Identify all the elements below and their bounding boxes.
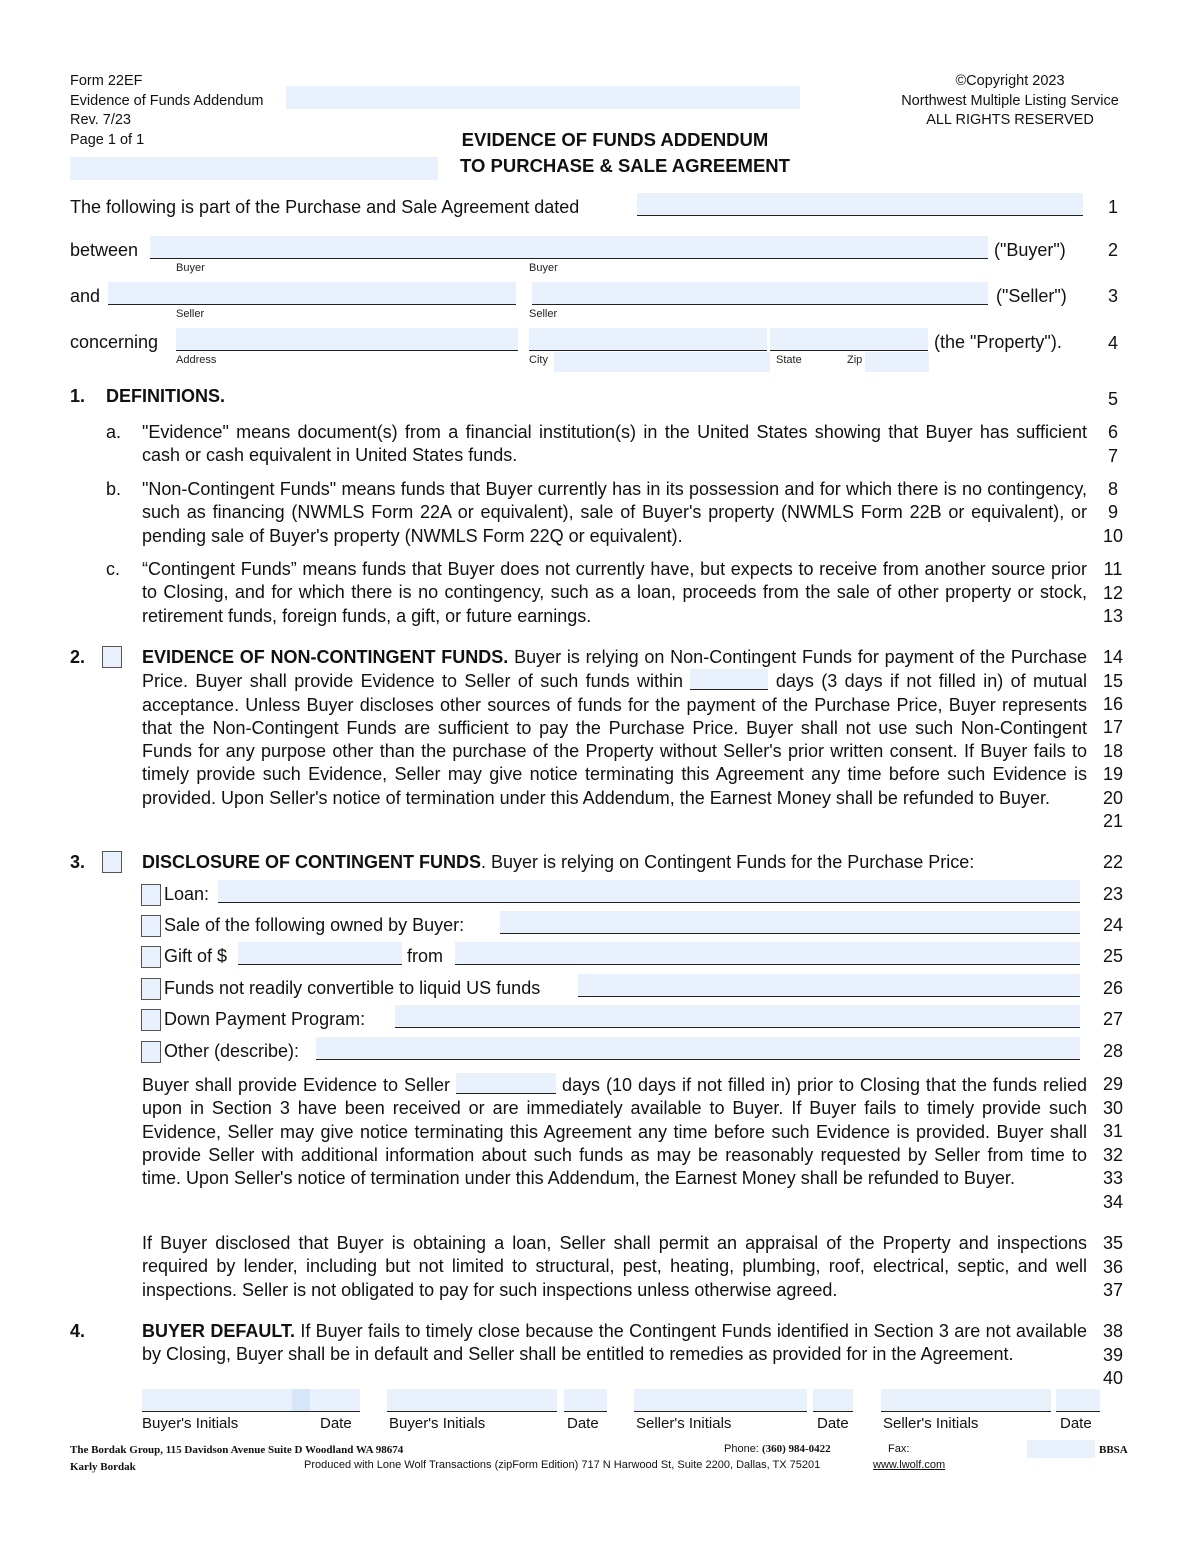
line-number: 25 (1102, 946, 1124, 966)
rights: ALL RIGHTS RESERVED (926, 112, 1094, 128)
page-title: EVIDENCE OF FUNDS ADDENDUM (461, 129, 769, 150)
page-number: Page 1 of 1 (70, 132, 145, 148)
section-4-text (142, 1320, 1087, 1367)
loan-field[interactable] (218, 880, 1080, 903)
buyer-date-field-2[interactable] (564, 1389, 607, 1412)
section-3-number: 3. (70, 852, 86, 872)
line-number: 16 (1102, 694, 1124, 714)
buyer-initials-extra-1[interactable] (292, 1389, 310, 1412)
agreement-dated-label: The following is part of the Purchase and Sale Agreement dated (70, 197, 580, 217)
buyer-date-caption-2: Date (567, 1415, 599, 1432)
seller-caption-1: Seller (176, 308, 205, 320)
property-suffix: (the "Property"). (934, 332, 1062, 352)
buyer-initials-field-1[interactable] (142, 1389, 292, 1412)
concerning-label: concerning (70, 332, 159, 352)
footer-link[interactable]: www.lwolf.com (873, 1459, 946, 1471)
dpp-checkbox[interactable] (141, 1009, 161, 1031)
phone-label: Phone: (724, 1443, 759, 1455)
buyer-name-field[interactable] (150, 236, 988, 259)
zip-field[interactable] (865, 352, 929, 372)
line-number: 28 (1102, 1041, 1124, 1061)
seller-name-field-1[interactable] (108, 282, 516, 305)
seller-suffix: ("Seller") (996, 286, 1067, 306)
line-number: 31 (1102, 1121, 1124, 1141)
other-label: Other (describe): (164, 1041, 300, 1061)
line-number: 15 (1102, 671, 1124, 691)
line-number: 32 (1102, 1145, 1124, 1165)
zip-caption: Zip (847, 354, 863, 366)
line-number: 14 (1102, 647, 1124, 667)
between-label: between (70, 240, 139, 260)
seller-initials-caption-2: Seller's Initials (883, 1415, 979, 1432)
line-number: 7 (1107, 446, 1118, 466)
and-label: and (70, 286, 101, 306)
line-number: 35 (1102, 1233, 1124, 1253)
state-caption: State (776, 354, 802, 366)
line-number: 9 (1107, 502, 1118, 522)
funds-label: Funds not readily convertible to liquid US funds (164, 978, 541, 998)
buyer-initials-field-2[interactable] (387, 1389, 557, 1412)
buyer-initials-caption-2: Buyer's Initials (389, 1415, 486, 1432)
line-number: 29 (1102, 1074, 1124, 1094)
line-number: 12 (1102, 583, 1124, 603)
line-number: 5 (1107, 389, 1118, 409)
seller-initials-caption-1: Seller's Initials (636, 1415, 732, 1432)
section-4-body: If Buyer fails to timely close because the Contingent Funds identified in Section 3 are not available by Closing, Buyer shall be in default and Seller shall be entitled to remedies as provided for in the Agreement. (142, 1321, 1087, 1365)
line-number: 13 (1102, 606, 1124, 626)
def-a-text: "Evidence" means document(s) from a financial institution(s) in the United States showing that Buyer has sufficient cash or cash equivalent in United States funds. (142, 422, 1087, 466)
other-checkbox[interactable] (141, 1041, 161, 1063)
line-number: 26 (1102, 978, 1124, 998)
line-number: 24 (1102, 915, 1124, 935)
seller-date-caption-1: Date (817, 1415, 849, 1432)
form-number: Form 22EF (70, 73, 143, 89)
funds-checkbox[interactable] (141, 978, 161, 1000)
line-number: 3 (1107, 286, 1118, 306)
loan-label: Loan: (164, 884, 210, 904)
line-number: 11 (1103, 559, 1123, 579)
line-number: 6 (1107, 422, 1118, 442)
footer-code: BBSA (1099, 1444, 1128, 1456)
section-2-text-b: days (3 days if not filled in) of mutual acceptance. Unless Buyer discloses other sources of funds for the payment of the Purchase Price, Buyer represents that the Non-Contingent Funds are sufficient to pay the Purchase Price. Buyer shall not use such Non-Contingent Funds for any purpose other than the purchase of the Property without Seller's prior written consent. If Buyer fails to timely provide such Evidence, Seller may give notice terminating this Agreement any time before such Evidence is provided. Upon Seller's notice of termination under this Addendum, the Earnest Money shall be refunded to Buyer. (142, 671, 1087, 808)
org-name: Northwest Multiple Listing Service (901, 93, 1119, 109)
seller-initials-field-2[interactable] (881, 1389, 1051, 1412)
seller-name-field-2[interactable] (532, 282, 988, 305)
gift-from-label: from (407, 946, 443, 966)
non-contingent-days-field[interactable] (690, 669, 768, 690)
section-2-number: 2. (70, 647, 86, 667)
gift-from-field[interactable] (455, 942, 1080, 965)
buyer-date-field-1[interactable] (310, 1389, 360, 1412)
sale-field[interactable] (500, 911, 1080, 934)
line-number: 27 (1102, 1009, 1124, 1029)
footer-phone (724, 1443, 831, 1455)
line-number: 8 (1107, 479, 1118, 499)
copyright: ©Copyright 2023 (955, 73, 1065, 89)
footer-company: The Bordak Group, 115 Davidson Avenue Suite D Woodland WA 98674 (70, 1444, 404, 1456)
section-3-p1-b: days (10 days if not filled in) prior to Closing that the funds relied upon in Section 3 have been received or are immediately available to Buyer. If Buyer fails to timely provide such Evidence, Seller may give notice terminating this Agreement any time before such Evidence is provided. Buyer shall provide Seller with additional information about such funds as may be reasonably requested by Seller from time to time. Upon Seller's notice of termination under this Addendum, the Earnest Money shall be refunded to Buyer. (142, 1075, 1087, 1189)
contingent-days-field[interactable] (456, 1073, 556, 1094)
line-number: 19 (1102, 764, 1124, 784)
sale-label: Sale of the following owned by Buyer: (164, 915, 465, 935)
form-revision: Rev. 7/23 (70, 112, 131, 128)
section-3-evidence-text (142, 1073, 1087, 1190)
seller-date-caption-2: Date (1060, 1415, 1092, 1432)
def-b-text: "Non-Contingent Funds" means funds that Buyer currently has in its possession and for which there is no contingency, such as financing (NWMLS Form 22A or equivalent), sale of Buyer's property (NWMLS Form 22B or equivalent), or pending sale of Buyer's property (NWMLS Form 22Q or equivalent). (142, 479, 1087, 546)
seller-date-field-2[interactable] (1056, 1389, 1100, 1412)
line-number: 17 (1102, 717, 1124, 737)
def-b-label: b. (106, 479, 122, 499)
buyer-caption-1: Buyer (176, 262, 205, 274)
footer-produced: Produced with Lone Wolf Transactions (zipForm Edition) 717 N Harwood St, Suite 2200, Dallas, TX 75201 (304, 1459, 821, 1471)
agreement-date-field[interactable] (637, 193, 1083, 216)
city-field[interactable] (529, 328, 767, 351)
section-3-checkbox[interactable] (102, 851, 122, 873)
phone-number: (360) 984-0422 (761, 1443, 831, 1455)
header-field[interactable] (286, 86, 800, 109)
line-number: 23 (1102, 884, 1124, 904)
seller-caption-2: Seller (529, 308, 558, 320)
sale-checkbox[interactable] (141, 915, 161, 937)
buyer-suffix: ("Buyer") (994, 240, 1066, 260)
line-number: 30 (1102, 1098, 1124, 1118)
state-field[interactable] (770, 328, 928, 351)
dpp-field[interactable] (395, 1005, 1080, 1028)
line-number: 1 (1107, 197, 1118, 217)
line-number: 34 (1102, 1192, 1124, 1212)
city-caption: City (529, 354, 548, 366)
loan-checkbox[interactable] (141, 884, 161, 906)
buyer-date-caption-1: Date (320, 1415, 352, 1432)
line-number: 38 (1102, 1321, 1124, 1341)
footer-agent: Karly Bordak (70, 1461, 136, 1473)
section-3-heading (142, 851, 974, 874)
section-3-appraisal-text: If Buyer disclosed that Buyer is obtaining a loan, Seller shall permit an appraisal of the Property and inspections required by lender, including but not limited to structural, pest, heating, plumbing, roof, electrical, septic, and well inspections. Seller is not obligated to pay for such inspections unless otherwise agreed. (142, 1233, 1087, 1300)
buyer-initials-caption-1: Buyer's Initials (142, 1415, 239, 1432)
line-number: 39 (1102, 1345, 1124, 1365)
section-3-intro: . Buyer is relying on Contingent Funds for the Purchase Price: (481, 852, 975, 872)
seller-date-field-1[interactable] (813, 1389, 853, 1412)
section-1-number: 1. (70, 386, 86, 406)
dpp-label: Down Payment Program: (164, 1009, 366, 1029)
gift-label: Gift of $ (164, 946, 228, 966)
line-number: 22 (1102, 852, 1124, 872)
gift-checkbox[interactable] (141, 946, 161, 968)
line-number: 20 (1102, 788, 1124, 808)
section-4-title: BUYER DEFAULT. (142, 1321, 295, 1341)
other-field[interactable] (316, 1037, 1080, 1060)
address-field[interactable] (176, 328, 518, 351)
funds-field[interactable] (578, 974, 1080, 997)
section-4-number: 4. (70, 1321, 86, 1341)
def-c-text: “Contingent Funds” means funds that Buyer does not currently have, but expects to receive from another source prior to Closing, and for which there is no contingency, such as a loan, proceeds from the sale of other property or stock, retirement funds, foreign funds, a gift, or future earnings. (142, 559, 1087, 626)
line-number: 18 (1102, 741, 1124, 761)
line-number: 4 (1107, 333, 1118, 353)
seller-initials-field-1[interactable] (634, 1389, 807, 1412)
gift-amount-field[interactable] (238, 942, 402, 965)
line-number: 2 (1107, 240, 1118, 260)
fax-label: Fax: (888, 1443, 910, 1455)
line-number: 33 (1102, 1168, 1124, 1188)
fax-field[interactable] (1027, 1440, 1095, 1458)
address-caption: Address (176, 354, 217, 366)
form-name: Evidence of Funds Addendum (70, 93, 264, 109)
line-number: 21 (1102, 811, 1124, 831)
section-3-p1-a: Buyer shall provide Evidence to Seller (142, 1075, 451, 1095)
line-number: 36 (1102, 1257, 1124, 1277)
section-1-title: DEFINITIONS. (106, 386, 226, 406)
line-number: 10 (1102, 526, 1124, 546)
section-2-checkbox[interactable] (102, 646, 122, 668)
def-c-label: c. (106, 559, 121, 579)
section-2-text (142, 646, 1087, 810)
line-number: 40 (1102, 1368, 1124, 1388)
city-extra-field[interactable] (554, 352, 770, 372)
buyer-caption-2: Buyer (529, 262, 558, 274)
section-2-text-a: Buyer is relying on Non-Contingent Funds for payment of the Purchase Price. Buyer shall provide Evidence to Seller of such funds within (142, 647, 1087, 692)
section-2-title: EVIDENCE OF NON-CONTINGENT FUNDS. (142, 647, 509, 667)
def-a-label: a. (106, 422, 122, 442)
page-subtitle: TO PURCHASE & SALE AGREEMENT (460, 155, 790, 176)
section-3-title: DISCLOSURE OF CONTINGENT FUNDS (142, 852, 482, 872)
line-number: 37 (1102, 1280, 1124, 1300)
